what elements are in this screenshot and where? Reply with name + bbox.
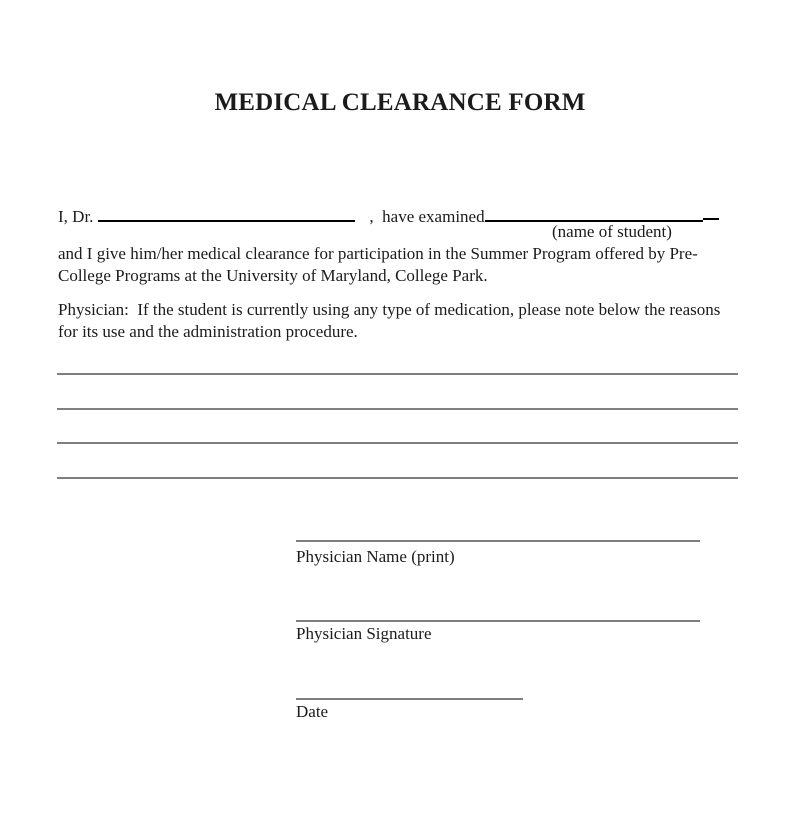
medication-note-line-3[interactable] (57, 442, 738, 444)
medication-note-line-1[interactable] (57, 373, 738, 375)
doctor-name-blank[interactable] (98, 201, 355, 222)
medication-note-line-2[interactable] (57, 408, 738, 410)
physician-instruction-line-1: Physician: If the student is currently using any type of medication, please note below the reasons (58, 300, 721, 319)
clearance-statement-line-1: and I give him/her medical clearance for participation in the Summer Program offered by Pre- (58, 244, 698, 263)
intro-middle-text: , have examined (369, 207, 485, 226)
physician-name-line[interactable] (296, 540, 700, 542)
form-title: MEDICAL CLEARANCE FORM (214, 89, 586, 116)
physician-name-label: Physician Name (print) (296, 547, 455, 566)
date-line[interactable] (296, 698, 523, 700)
student-name-caption: (name of student) (552, 222, 672, 241)
physician-signature-label: Physician Signature (296, 624, 432, 643)
student-name-blank-extra[interactable] (703, 199, 719, 220)
clearance-statement-line-2: College Programs at the University of Maryland, College Park. (58, 266, 488, 285)
student-name-blank[interactable] (485, 201, 703, 222)
physician-signature-line[interactable] (296, 620, 700, 622)
clearance-statement (58, 243, 748, 287)
physician-instruction (58, 299, 748, 343)
intro-prefix: I, Dr. (58, 207, 94, 226)
date-label: Date (296, 702, 329, 721)
physician-instruction-line-2: for its use and the administration procedure. (58, 322, 358, 341)
medication-note-line-4[interactable] (57, 477, 738, 479)
